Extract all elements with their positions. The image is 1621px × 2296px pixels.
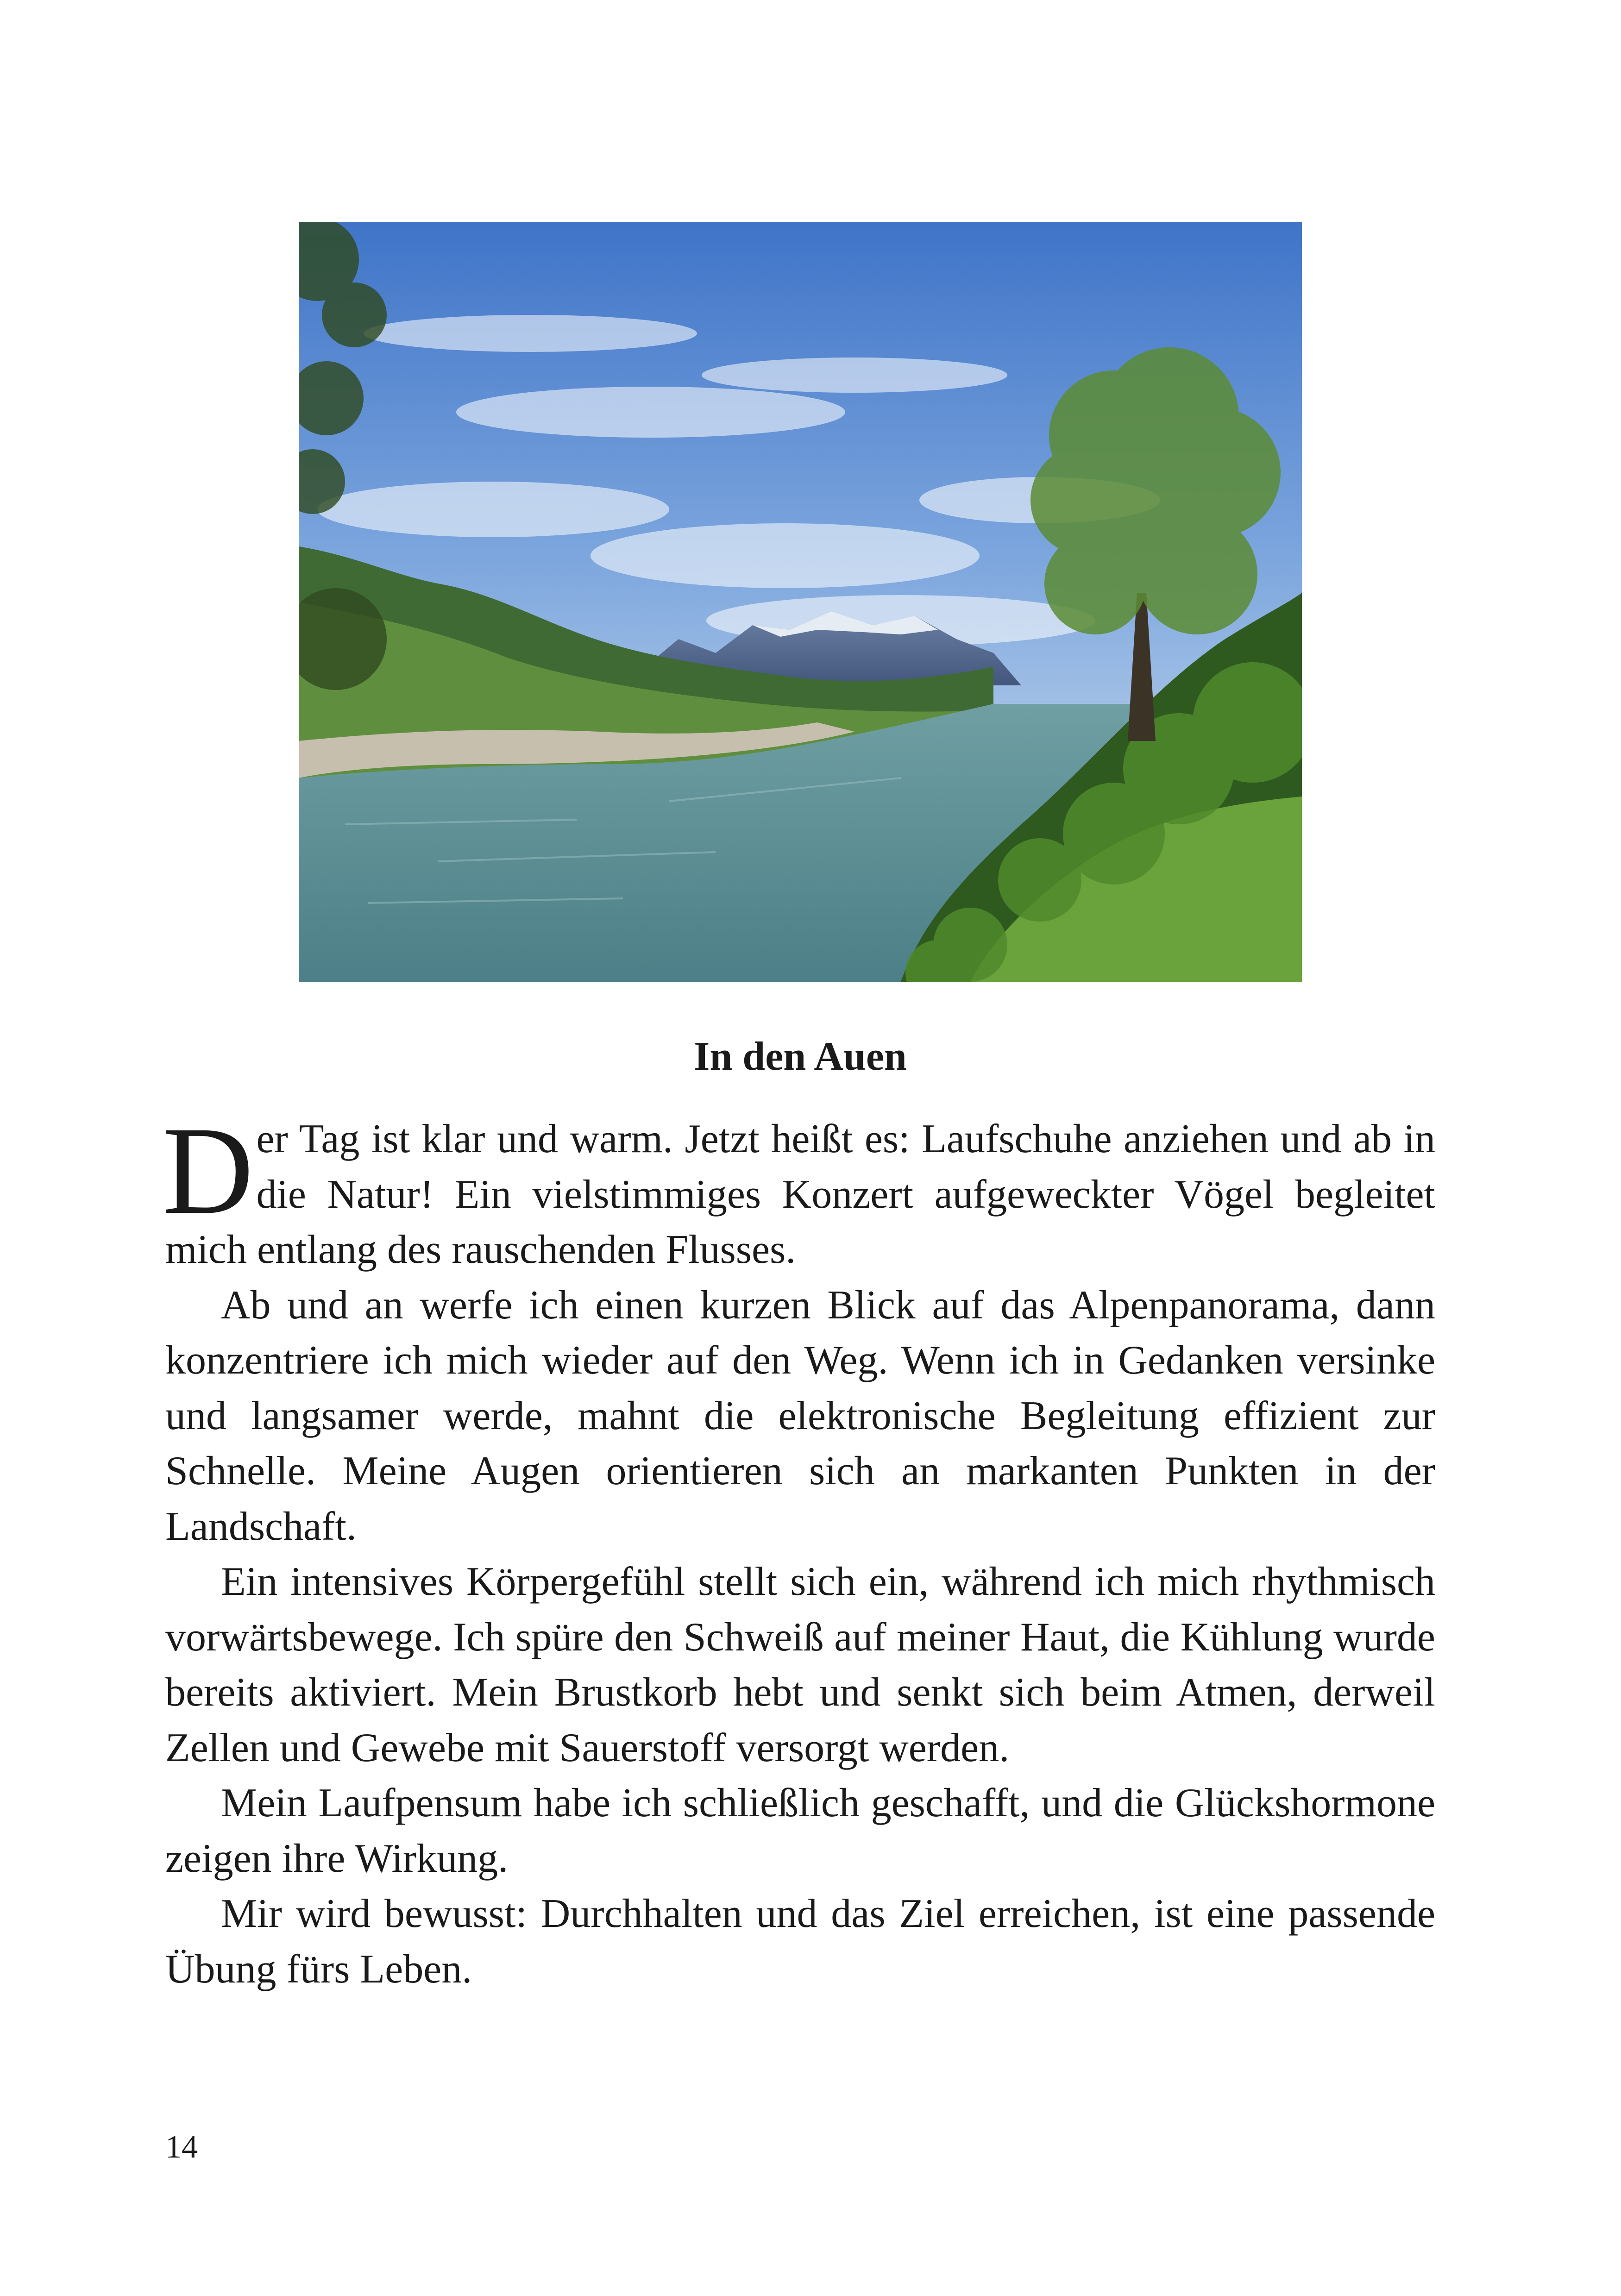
paragraph: Mein Laufpensum habe ich schließlich geschafft, und die Glückshormone zeigen ihre Wirkung.	[165, 1781, 1435, 1881]
landscape-photo	[299, 222, 1302, 982]
paragraph	[163, 1101, 1435, 1278]
body-text	[163, 1101, 1435, 1997]
drop-cap: D	[163, 1101, 254, 1240]
page-number: 14	[165, 2129, 198, 2165]
paragraph: Ab und an werfe ich einen kurzen Blick auf das Alpenpanorama, dann konzentriere ich mich wieder auf den Weg. Wenn ich in Gedanken versinke und langsamer werde, mahnt die elektronische Begleitung effizient zur Schnelle. Meine Augen orientieren sich an markanten Punkten in der Landschaft.	[165, 1282, 1435, 1549]
paragraph-text: er Tag ist klar und warm. Jetzt heißt es: Laufschuhe anziehen und ab in die Natur! Ein vielstimmiges Konzert aufgeweckter Vögel begleitet mich entlang des rauschenden Flusses.	[165, 1117, 1435, 1272]
paragraph: Mir wird bewusst: Durchhalten und das Ziel erreichen, ist eine passende Übung fürs Leben.	[165, 1891, 1435, 1992]
section-heading: In den Auen	[694, 1034, 907, 1079]
paragraph: Ein intensives Körpergefühl stellt sich ein, während ich mich rhythmisch vorwärtsbewege. Ich spüre den Schweiß auf meiner Haut, die Kühlung wurde bereits aktiviert. Mein Brustkorb hebt und senkt sich beim Atmen, derweil Zellen und Gewebe mit Sauerstoff versorgt werden.	[165, 1559, 1435, 1770]
